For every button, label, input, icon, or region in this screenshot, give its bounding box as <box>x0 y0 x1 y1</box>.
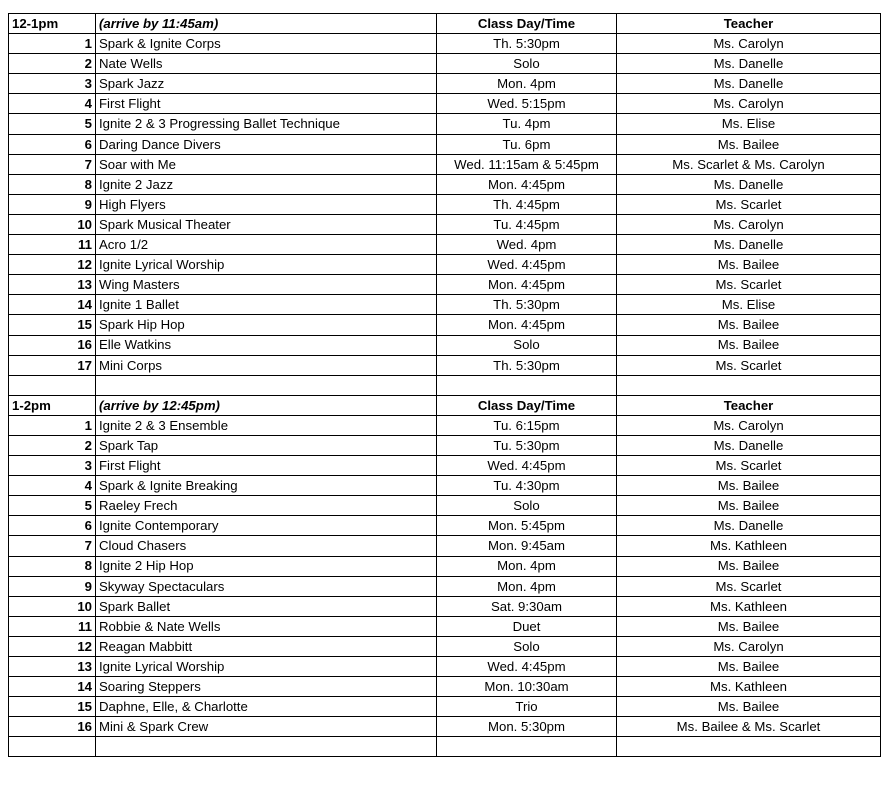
table-row <box>9 616 881 636</box>
section-header-row <box>9 395 881 415</box>
table-row <box>9 74 881 94</box>
class-day-time: Th. 5:30pm <box>437 295 617 315</box>
routine-name: Ignite Lyrical Worship <box>96 255 437 275</box>
spacer-row <box>9 375 881 395</box>
teacher-name: Ms. Bailee & Ms. Scarlet <box>617 717 881 737</box>
empty-cell <box>9 375 96 395</box>
empty-cell <box>9 737 96 757</box>
routine-number: 13 <box>9 657 96 677</box>
table-row <box>9 576 881 596</box>
routine-name: Elle Watkins <box>96 335 437 355</box>
routine-name: Robbie & Nate Wells <box>96 616 437 636</box>
table-row <box>9 677 881 697</box>
class-day-time: Tu. 4:45pm <box>437 214 617 234</box>
routine-number: 4 <box>9 476 96 496</box>
class-day-time: Sat. 9:30am <box>437 596 617 616</box>
routine-number: 11 <box>9 235 96 255</box>
routine-number: 11 <box>9 616 96 636</box>
table-row <box>9 596 881 616</box>
routine-name: Skyway Spectaculars <box>96 576 437 596</box>
table-row <box>9 134 881 154</box>
routine-number: 3 <box>9 74 96 94</box>
teacher-name: Ms. Bailee <box>617 697 881 717</box>
class-day-time: Wed. 11:15am & 5:45pm <box>437 154 617 174</box>
empty-cell <box>437 737 617 757</box>
time-slot-label: 1-2pm <box>9 395 96 415</box>
routine-number: 14 <box>9 295 96 315</box>
class-day-time: Tu. 6pm <box>437 134 617 154</box>
table-row <box>9 255 881 275</box>
routine-number: 10 <box>9 214 96 234</box>
class-day-time: Trio <box>437 697 617 717</box>
teacher-name: Ms. Bailee <box>617 496 881 516</box>
table-row <box>9 717 881 737</box>
teacher-name: Ms. Scarlet <box>617 194 881 214</box>
table-row <box>9 636 881 656</box>
routine-number: 3 <box>9 456 96 476</box>
teacher-name: Ms. Bailee <box>617 315 881 335</box>
table-row <box>9 496 881 516</box>
routine-number: 7 <box>9 154 96 174</box>
column-header-class-day-time: Class Day/Time <box>437 395 617 415</box>
table-row <box>9 275 881 295</box>
routine-number: 1 <box>9 34 96 54</box>
teacher-name: Ms. Carolyn <box>617 94 881 114</box>
class-day-time: Mon. 5:45pm <box>437 516 617 536</box>
table-row <box>9 335 881 355</box>
time-slot-label: 12-1pm <box>9 14 96 34</box>
empty-cell <box>96 737 437 757</box>
class-day-time: Wed. 5:15pm <box>437 94 617 114</box>
class-day-time: Mon. 5:30pm <box>437 717 617 737</box>
teacher-name: Ms. Carolyn <box>617 415 881 435</box>
routine-name: Ignite 2 & 3 Ensemble <box>96 415 437 435</box>
teacher-name: Ms. Elise <box>617 295 881 315</box>
teacher-name: Ms. Kathleen <box>617 677 881 697</box>
teacher-name: Ms. Kathleen <box>617 596 881 616</box>
class-day-time: Mon. 4:45pm <box>437 315 617 335</box>
teacher-name: Ms. Bailee <box>617 476 881 496</box>
empty-cell <box>617 375 881 395</box>
class-day-time: Tu. 5:30pm <box>437 435 617 455</box>
schedule-table <box>8 13 881 757</box>
teacher-name: Ms. Danelle <box>617 235 881 255</box>
table-row <box>9 516 881 536</box>
table-row <box>9 315 881 335</box>
section-header-row <box>9 14 881 34</box>
table-row <box>9 34 881 54</box>
routine-name: Spark Tap <box>96 435 437 455</box>
routine-name: Mini & Spark Crew <box>96 717 437 737</box>
table-row <box>9 355 881 375</box>
column-header-teacher: Teacher <box>617 395 881 415</box>
table-row <box>9 174 881 194</box>
class-day-time: Wed. 4:45pm <box>437 255 617 275</box>
table-row <box>9 295 881 315</box>
class-day-time: Mon. 4pm <box>437 74 617 94</box>
routine-name: High Flyers <box>96 194 437 214</box>
class-day-time: Wed. 4pm <box>437 235 617 255</box>
routine-number: 5 <box>9 496 96 516</box>
routine-name: Ignite Contemporary <box>96 516 437 536</box>
teacher-name: Ms. Scarlet <box>617 576 881 596</box>
teacher-name: Ms. Danelle <box>617 74 881 94</box>
teacher-name: Ms. Scarlet <box>617 456 881 476</box>
routine-name: Wing Masters <box>96 275 437 295</box>
routine-name: First Flight <box>96 94 437 114</box>
routine-number: 16 <box>9 335 96 355</box>
class-day-time: Solo <box>437 335 617 355</box>
routine-number: 13 <box>9 275 96 295</box>
class-day-time: Th. 5:30pm <box>437 355 617 375</box>
class-day-time: Wed. 4:45pm <box>437 456 617 476</box>
routine-number: 14 <box>9 677 96 697</box>
teacher-name: Ms. Danelle <box>617 516 881 536</box>
table-row <box>9 415 881 435</box>
class-day-time: Mon. 4pm <box>437 556 617 576</box>
teacher-name: Ms. Carolyn <box>617 636 881 656</box>
table-row <box>9 114 881 134</box>
routine-name: Spark Jazz <box>96 74 437 94</box>
routine-number: 2 <box>9 54 96 74</box>
routine-number: 6 <box>9 516 96 536</box>
class-day-time: Duet <box>437 616 617 636</box>
teacher-name: Ms. Bailee <box>617 657 881 677</box>
routine-number: 16 <box>9 717 96 737</box>
teacher-name: Ms. Bailee <box>617 556 881 576</box>
teacher-name: Ms. Bailee <box>617 335 881 355</box>
table-row <box>9 214 881 234</box>
routine-number: 9 <box>9 576 96 596</box>
teacher-name: Ms. Carolyn <box>617 34 881 54</box>
table-row <box>9 94 881 114</box>
class-day-time: Mon. 10:30am <box>437 677 617 697</box>
routine-name: Daring Dance Divers <box>96 134 437 154</box>
routine-number: 9 <box>9 194 96 214</box>
class-day-time: Solo <box>437 636 617 656</box>
routine-number: 15 <box>9 697 96 717</box>
class-day-time: Mon. 4pm <box>437 576 617 596</box>
table-row <box>9 154 881 174</box>
routine-name: Spark & Ignite Breaking <box>96 476 437 496</box>
teacher-name: Ms. Danelle <box>617 54 881 74</box>
teacher-name: Ms. Elise <box>617 114 881 134</box>
routine-number: 8 <box>9 556 96 576</box>
routine-name: Ignite 2 Hip Hop <box>96 556 437 576</box>
spacer-row <box>9 737 881 757</box>
teacher-name: Ms. Scarlet <box>617 355 881 375</box>
table-row <box>9 456 881 476</box>
empty-cell <box>96 375 437 395</box>
routine-name: Raeley Frech <box>96 496 437 516</box>
routine-number: 2 <box>9 435 96 455</box>
class-day-time: Th. 5:30pm <box>437 34 617 54</box>
routine-name: Soaring Steppers <box>96 677 437 697</box>
table-row <box>9 657 881 677</box>
table-row <box>9 54 881 74</box>
routine-number: 1 <box>9 415 96 435</box>
routine-name: Daphne, Elle, & Charlotte <box>96 697 437 717</box>
table-row <box>9 556 881 576</box>
schedule-body <box>9 14 881 757</box>
class-day-time: Wed. 4:45pm <box>437 657 617 677</box>
table-row <box>9 194 881 214</box>
routine-number: 4 <box>9 94 96 114</box>
teacher-name: Ms. Kathleen <box>617 536 881 556</box>
routine-name: Mini Corps <box>96 355 437 375</box>
routine-number: 10 <box>9 596 96 616</box>
routine-number: 12 <box>9 636 96 656</box>
routine-name: Spark Ballet <box>96 596 437 616</box>
routine-number: 15 <box>9 315 96 335</box>
teacher-name: Ms. Bailee <box>617 616 881 636</box>
routine-number: 6 <box>9 134 96 154</box>
arrival-note: (arrive by 12:45pm) <box>96 395 437 415</box>
routine-name: Soar with Me <box>96 154 437 174</box>
class-day-time: Tu. 4pm <box>437 114 617 134</box>
routine-number: 5 <box>9 114 96 134</box>
routine-name: First Flight <box>96 456 437 476</box>
routine-number: 12 <box>9 255 96 275</box>
routine-name: Reagan Mabbitt <box>96 636 437 656</box>
teacher-name: Ms. Scarlet <box>617 275 881 295</box>
table-row <box>9 697 881 717</box>
empty-cell <box>437 375 617 395</box>
routine-name: Ignite 2 & 3 Progressing Ballet Technique <box>96 114 437 134</box>
routine-number: 8 <box>9 174 96 194</box>
routine-name: Spark & Ignite Corps <box>96 34 437 54</box>
routine-name: Spark Hip Hop <box>96 315 437 335</box>
teacher-name: Ms. Scarlet & Ms. Carolyn <box>617 154 881 174</box>
column-header-teacher: Teacher <box>617 14 881 34</box>
teacher-name: Ms. Danelle <box>617 174 881 194</box>
class-day-time: Mon. 4:45pm <box>437 174 617 194</box>
routine-name: Cloud Chasers <box>96 536 437 556</box>
routine-name: Spark Musical Theater <box>96 214 437 234</box>
routine-name: Ignite 1 Ballet <box>96 295 437 315</box>
class-day-time: Mon. 9:45am <box>437 536 617 556</box>
class-day-time: Mon. 4:45pm <box>437 275 617 295</box>
routine-name: Nate Wells <box>96 54 437 74</box>
table-row <box>9 235 881 255</box>
class-day-time: Solo <box>437 54 617 74</box>
table-row <box>9 476 881 496</box>
class-day-time: Tu. 6:15pm <box>437 415 617 435</box>
routine-name: Acro 1/2 <box>96 235 437 255</box>
arrival-note: (arrive by 11:45am) <box>96 14 437 34</box>
teacher-name: Ms. Danelle <box>617 435 881 455</box>
teacher-name: Ms. Carolyn <box>617 214 881 234</box>
teacher-name: Ms. Bailee <box>617 255 881 275</box>
routine-number: 17 <box>9 355 96 375</box>
class-day-time: Solo <box>437 496 617 516</box>
routine-name: Ignite 2 Jazz <box>96 174 437 194</box>
class-day-time: Th. 4:45pm <box>437 194 617 214</box>
column-header-class-day-time: Class Day/Time <box>437 14 617 34</box>
class-day-time: Tu. 4:30pm <box>437 476 617 496</box>
empty-cell <box>617 737 881 757</box>
table-row <box>9 536 881 556</box>
routine-name: Ignite Lyrical Worship <box>96 657 437 677</box>
table-row <box>9 435 881 455</box>
routine-number: 7 <box>9 536 96 556</box>
teacher-name: Ms. Bailee <box>617 134 881 154</box>
